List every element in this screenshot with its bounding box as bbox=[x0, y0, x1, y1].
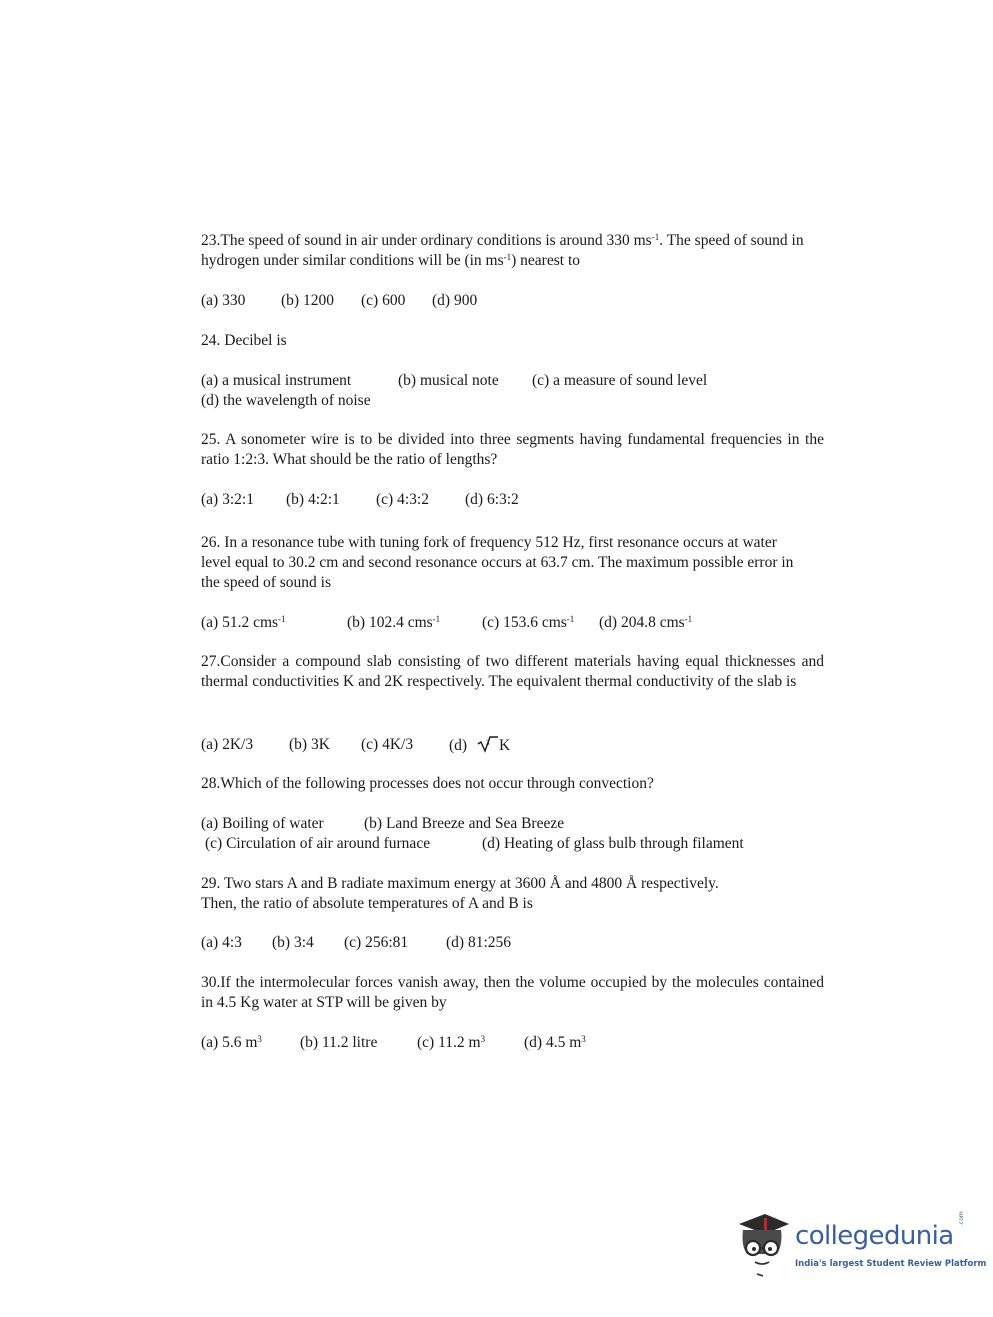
brand-tagline: India's largest Student Review Platform bbox=[795, 1259, 987, 1269]
question-29-stem: 29. Two stars A and B radiate maximum energy at 3600 Å and 4800 Å respectively. Then, the ratio of absolute temperatures of A and B is bbox=[201, 875, 719, 912]
option-b: (b) 1200 bbox=[281, 292, 334, 309]
option-a: (a) a musical instrument bbox=[201, 372, 352, 389]
option-d: (d) 81:256 bbox=[446, 934, 512, 951]
option-c: (c) 153.6 cms$^{-1}$ bbox=[482, 613, 575, 631]
question-25-stem: 25. A sonometer wire is to be divided into three segments having fundamental frequencies in the ratio 1:2:3. What should be the ratio of lengths? bbox=[201, 431, 824, 468]
question-23-options bbox=[201, 291, 601, 311]
option-b: (b) 102.4 cms$^{-1}$ bbox=[347, 613, 441, 631]
question-27-options bbox=[201, 735, 601, 755]
question-30-stem: 30.If the intermolecular forces vanish away, then the volume occupied by the molecules contained in 4.5 Kg water at STP will be given by bbox=[201, 974, 824, 1011]
option-c: (c) 4K/3 bbox=[361, 736, 414, 753]
option-a: (a) 2K/3 bbox=[201, 736, 254, 753]
option-c: (c) 256:81 bbox=[344, 934, 409, 951]
question-24-options bbox=[201, 371, 801, 391]
option-b: (b) Land Breeze and Sea Breeze bbox=[364, 815, 565, 832]
question-23-stem: 23.The speed of sound in air under ordinary conditions is around 330 $ms^{-1}$. The speed of sound in hydrogen under similar conditions will be (in $ms^{-1}$) nearest to bbox=[201, 231, 804, 269]
question-27-stem: 27.Consider a compound slab consisting of two different materials having equal thicknesses and thermal conductivities K and 2K respectively. The equivalent thermal conductivity of the slab is bbox=[201, 653, 824, 690]
question-25-options bbox=[201, 490, 601, 510]
option-c: (c) 600 bbox=[361, 292, 406, 309]
option-a: (a) 5.6 $m^3$ bbox=[201, 1033, 262, 1051]
option-a: (a) 4:3 bbox=[201, 934, 242, 951]
option-d: (d) the wavelength of noise bbox=[201, 392, 371, 409]
option-d: (d) 6:3:2 bbox=[465, 491, 519, 508]
svg-text:3: 3 bbox=[485, 739, 490, 747]
question-26-stem: 26. In a resonance tube with tuning fork of frequency 512 Hz, first resonance occurs at water level equal to 30.2 cm and second resonance occurs at 63.7 cm. The maximum possible error in the speed of sound is bbox=[201, 534, 794, 591]
question-28-options bbox=[201, 814, 801, 834]
collegedunia-logo bbox=[733, 1208, 987, 1283]
option-b: (b) 3K bbox=[289, 736, 330, 753]
option-d: (d) 900 bbox=[432, 292, 478, 309]
option-a: (a) Boiling of water bbox=[201, 815, 324, 832]
question-30-options bbox=[201, 1033, 651, 1053]
option-c: (c) 4:3:2 bbox=[376, 491, 429, 508]
option-b: (b) musical note bbox=[398, 372, 499, 389]
question-29-options bbox=[201, 933, 601, 953]
question-26-options bbox=[201, 613, 761, 633]
option-c: (c) 11.2 $m^3$ bbox=[417, 1033, 486, 1051]
brand-name: collegedunia bbox=[795, 1221, 954, 1251]
option-d: (d) 204.8 cms$^{-1}$ bbox=[599, 613, 693, 631]
question-28-stem: 28.Which of the following processes does not occur through convection? bbox=[201, 775, 654, 792]
option-b: (b) 4:2:1 bbox=[286, 491, 340, 508]
graduate-mascot-icon bbox=[733, 1210, 791, 1280]
option-d: (d) 4.5 $m^3$ bbox=[524, 1033, 586, 1051]
option-b: (b) 3:4 bbox=[272, 934, 314, 951]
option-c: (c) a measure of sound level bbox=[532, 372, 708, 389]
option-b: (b) 11.2 litre bbox=[300, 1034, 378, 1051]
option-c: (c) Circulation of air around furnace bbox=[205, 835, 431, 852]
question-24-stem: 24. Decibel is bbox=[201, 332, 287, 349]
option-d: (d) Heating of glass bulb through filament bbox=[482, 835, 744, 852]
cube-root-icon bbox=[477, 735, 499, 753]
brand-suffix: .com bbox=[958, 1211, 965, 1226]
option-a: (a) 51.2 cms$^{-1}$ bbox=[201, 613, 286, 631]
option-d: (d) 3 K bbox=[449, 737, 511, 754]
option-a: (a) 330 bbox=[201, 292, 246, 309]
option-a: (a) 3:2:1 bbox=[201, 491, 254, 508]
question-28-options-line2 bbox=[201, 834, 801, 854]
question-24-options-line2 bbox=[201, 391, 501, 411]
